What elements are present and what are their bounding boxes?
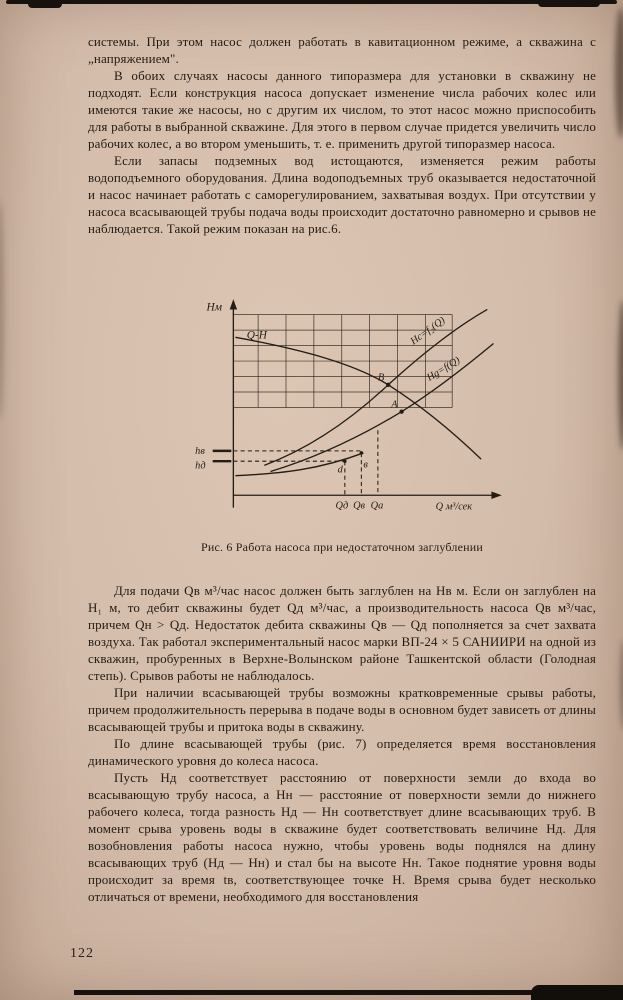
point-B-label: В bbox=[377, 372, 385, 384]
curve-qh-label: Q-H bbox=[246, 329, 267, 342]
figure-6-graph bbox=[190, 296, 510, 518]
page-number: 122 bbox=[70, 946, 94, 961]
q-a-tick-label: Qа bbox=[370, 500, 384, 512]
point-A-dot bbox=[399, 409, 403, 413]
x-axis-label: Q м³/сек bbox=[435, 501, 473, 513]
paragraph: По длине всасывающей трубы (рис. 7) определяется время восстановления динамического уровня до колеса насоса. bbox=[88, 736, 596, 768]
point-B-dot bbox=[386, 383, 390, 387]
scan-smudge bbox=[0, 200, 4, 420]
curve-lower bbox=[235, 453, 363, 476]
paragraph: Для подачи Qв м³/час насос должен быть заглублен на Нв м. Если он заглублен на Н₁ м, то дебит скважины будет Qд м³/час, а производительность насоса Qв м³/час, причем Qн > Qд. Недостаток дебита скважины Qв — Qд пополняется за счет захвата воздуха. Так работал экспериментальный насос марки ВП-24 × 5 САНИИРИ на одной из скважин, пробуренных в Верхне-Волынском районе Ташкентской области (Голодная степь). Срывов работы не наблюдалось. bbox=[88, 583, 596, 683]
point-A-label: А bbox=[391, 399, 398, 411]
body-text-upper bbox=[88, 33, 596, 237]
x-axis-arrow bbox=[491, 492, 501, 499]
paragraph: Пусть Нд соответствует расстоянию от поверхности земли до входа во всасывающую трубу насоса, а Нн — расстояние от поверхности земли до нижнего рабочего колеса, тогда разность Нд — Нн соответствует длине всасывающих труб. В момент срыва уровень воды в скважине будет соответствовать величине Нд. Для возобновления работы насоса нужно, чтобы уровень воды поднялся на длину всасывающих труб (Нд — Нн) и стал бы на высоте Нн. Такое поднятие уровня воды происходит за время tв, соответствующее точке Н. Время срыва будет несколько отличаться от времени, необходимого для восстановления bbox=[88, 770, 596, 904]
body-text-lower bbox=[88, 582, 596, 905]
paragraph: При наличии всасывающей трубы возможны кратковременные срывы работы, причем продолжительность перерыва в подаче воды в основном будет зависеть от длины всасывающей трубы и притока воды в скважину. bbox=[88, 685, 596, 734]
h-d-label: hд bbox=[195, 460, 206, 472]
curve-hg-label: Нg=f(Q) bbox=[425, 354, 463, 384]
paragraph: Если запасы подземных вод истощаются, изменяется режим работы водоподъемного оборудования. Длина водоподъемных труб оказывается недостаточной и насос начинает работать с саморегулированием, захватывая воздух. При отсутствии у насоса всасывающей трубы подача воды происходит достаточно равномерно и срывов не наблюдается. Такой режим показан на рис.6. bbox=[88, 153, 596, 236]
y-axis-label: Нм bbox=[206, 301, 222, 314]
curve-hc bbox=[264, 309, 487, 465]
point-v-dot bbox=[360, 451, 364, 455]
q-v-tick-label: Qв bbox=[353, 500, 366, 512]
figure-caption: Рис. 6 Работа насоса при недостаточном заглублении bbox=[200, 540, 484, 554]
scan-ink-blob bbox=[28, 0, 62, 8]
scan-edge-corner bbox=[531, 985, 623, 1000]
point-d-dot bbox=[343, 459, 347, 463]
point-d-label: d bbox=[337, 464, 343, 476]
scan-ink-blob bbox=[538, 0, 600, 7]
curve-hc-label: Нс=f₂(Q) bbox=[408, 315, 448, 348]
scan-smudge bbox=[615, 8, 623, 138]
h-tick-marks bbox=[213, 451, 232, 461]
scan-edge-top bbox=[6, 0, 617, 4]
paragraph: системы. При этом насос должен работать в кавитационном режиме, а скважина с „напряжением". bbox=[88, 34, 596, 66]
y-axis-arrow bbox=[230, 299, 237, 309]
curve-qh bbox=[235, 337, 481, 459]
paragraph: В обоих случаях насосы данного типоразмера для установки в скважину не подходят. Если конструкция насоса допускает изменение числа рабочих колес или имеются такие же насосы, но с другим их числом, то этот насос можно приспособить для работы в выбранной скважине. Для этого в первом случае придется увеличить число рабочих колес, а во втором уменьшить, т. е. применить другой типоразмер насоса. bbox=[88, 68, 596, 151]
point-v-label: в bbox=[363, 459, 368, 471]
figure-6 bbox=[190, 296, 510, 518]
scan-smudge bbox=[618, 300, 623, 450]
h-v-label: hв bbox=[195, 445, 205, 457]
q-d-tick-label: Qд bbox=[335, 500, 349, 512]
